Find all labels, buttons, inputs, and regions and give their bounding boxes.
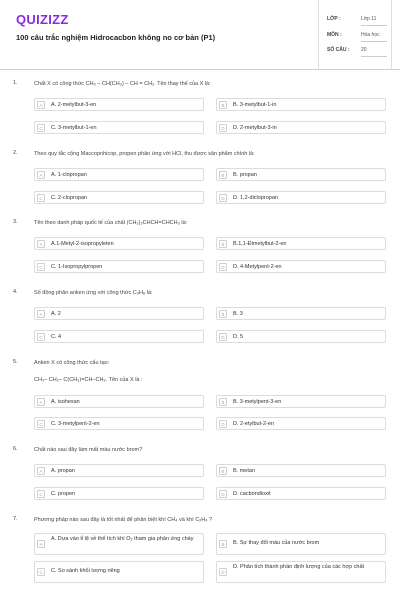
option-letter: C bbox=[37, 568, 45, 576]
option-letter: D bbox=[219, 568, 227, 576]
option-text: D. 5 bbox=[233, 334, 244, 340]
option-c[interactable] bbox=[34, 121, 204, 134]
option-a[interactable] bbox=[34, 395, 204, 408]
option-c[interactable] bbox=[34, 417, 204, 430]
option-text: D. Phân tích thành phần định lượng của các hợp chất bbox=[233, 564, 365, 570]
option-d[interactable] bbox=[216, 417, 386, 430]
option-letter: A bbox=[37, 240, 45, 248]
option-a[interactable] bbox=[34, 237, 204, 250]
option-b[interactable] bbox=[216, 168, 386, 181]
meta-label: LỚP : bbox=[327, 16, 341, 22]
option-text: A. isohexan bbox=[51, 399, 80, 405]
question-text: Số đồng phân anken ứng với công thức C₄H₈ là: bbox=[34, 290, 153, 296]
option-text: B. propan bbox=[233, 172, 257, 178]
option-a[interactable] bbox=[34, 464, 204, 477]
option-letter: A bbox=[37, 540, 45, 548]
question-number: 3. bbox=[13, 219, 18, 225]
question-number: 6. bbox=[13, 446, 18, 452]
option-letter: B bbox=[219, 467, 227, 475]
option-letter: A bbox=[37, 310, 45, 318]
option-letter: D bbox=[219, 420, 227, 428]
option-letter: D bbox=[219, 263, 227, 271]
question-text: Chất X có công thức CH₃ – CH(CH₃) – CH = CH₂. Tên thay thế của X là: bbox=[34, 81, 211, 87]
meta-value: Lớp 11 bbox=[361, 16, 387, 26]
question-number: 4. bbox=[13, 289, 18, 295]
option-d[interactable] bbox=[216, 260, 386, 273]
option-text: B. Sự thay đổi màu của nước brom bbox=[233, 540, 320, 546]
option-text: C. So sánh khối lượng riêng bbox=[51, 568, 120, 574]
option-d[interactable] bbox=[216, 330, 386, 343]
option-b[interactable] bbox=[216, 307, 386, 320]
option-text: D. 4-Metylpent-2-en bbox=[233, 264, 282, 270]
option-b[interactable] bbox=[216, 98, 386, 111]
option-b[interactable] bbox=[216, 464, 386, 477]
option-letter: C bbox=[37, 490, 45, 498]
option-a[interactable] bbox=[34, 98, 204, 111]
option-letter: A bbox=[37, 101, 45, 109]
option-text: C. 4 bbox=[51, 334, 62, 340]
option-text: C. 1-Isopropylpropen bbox=[51, 264, 103, 270]
option-d[interactable] bbox=[216, 561, 386, 583]
question-text: Tên theo danh pháp quốc tế của chất (CH₃)₂CHCH=CHCH₃ là: bbox=[34, 220, 188, 226]
option-letter: B bbox=[219, 540, 227, 548]
question-text: Anken X có công thức cấu tạo: bbox=[34, 360, 110, 366]
question-text: Chất nào sau đây làm mất màu nước brom? bbox=[34, 447, 143, 453]
question-number: 7. bbox=[13, 516, 18, 522]
option-text: A. 2-metylbut-3-en bbox=[51, 102, 97, 108]
question-text: Theo quy tắc cộng Maccopnhicop, propen phản ứng với HCl, thu được sản phẩm chính là: bbox=[34, 151, 255, 157]
option-b[interactable] bbox=[216, 237, 386, 250]
option-letter: A bbox=[37, 398, 45, 406]
option-letter: B bbox=[219, 240, 227, 248]
option-text: C. 2-clopropan bbox=[51, 195, 88, 201]
option-letter: C bbox=[37, 194, 45, 202]
option-text: A.1-Metyl-2-isopropyleten bbox=[51, 241, 114, 247]
quizizz-logo: QUIZIZZ bbox=[16, 12, 69, 27]
option-d[interactable] bbox=[216, 487, 386, 500]
option-b[interactable] bbox=[216, 533, 386, 555]
option-text: A. Dựa vào tỉ lệ về thể tích khí O₂ tham gia phản ứng cháy bbox=[51, 536, 194, 542]
option-text: C. 3-metylpent-2-en bbox=[51, 421, 100, 427]
option-letter: C bbox=[37, 333, 45, 341]
meta-label: SỐ CÂU : bbox=[327, 47, 350, 53]
question-number: 1. bbox=[13, 80, 18, 86]
option-letter: C bbox=[37, 124, 45, 132]
option-text: B.1,1-Đimetylbut-2-en bbox=[233, 241, 287, 247]
option-letter: B bbox=[219, 310, 227, 318]
option-d[interactable] bbox=[216, 191, 386, 204]
option-letter: B bbox=[219, 398, 227, 406]
option-letter: B bbox=[219, 171, 227, 179]
option-d[interactable] bbox=[216, 121, 386, 134]
question-number: 5. bbox=[13, 359, 18, 365]
option-text: D. 2-metylbut-3-in bbox=[233, 125, 277, 131]
option-letter: A bbox=[37, 467, 45, 475]
option-c[interactable] bbox=[34, 561, 204, 583]
option-a[interactable] bbox=[34, 168, 204, 181]
option-text: D. 2-etylbut-2-en bbox=[233, 421, 274, 427]
option-a[interactable] bbox=[34, 307, 204, 320]
option-letter: D bbox=[219, 124, 227, 132]
question-text: Phương pháp nào sau đây là tốt nhất để phân biệt khí CH₄ và khí C₂H₄ ? bbox=[34, 517, 213, 523]
option-text: A. 1-clopropan bbox=[51, 172, 87, 178]
option-text: A. 2 bbox=[51, 311, 61, 317]
option-text: C. propen bbox=[51, 491, 76, 497]
option-text: B. 3-metylpent-3-en bbox=[233, 399, 282, 405]
option-c[interactable] bbox=[34, 191, 204, 204]
option-letter: D bbox=[219, 194, 227, 202]
option-text: A. propan bbox=[51, 468, 75, 474]
option-text: D. cacbondioxit bbox=[233, 491, 271, 497]
worksheet-title: 100 câu trắc nghiệm Hidrocacbon không no cơ bản (P1) bbox=[16, 33, 216, 42]
option-c[interactable] bbox=[34, 487, 204, 500]
option-text: C. 3-metylbut-1-en bbox=[51, 125, 97, 131]
option-c[interactable] bbox=[34, 260, 204, 273]
option-letter: A bbox=[37, 171, 45, 179]
option-text: B. metan bbox=[233, 468, 256, 474]
option-text: B. 3 bbox=[233, 311, 243, 317]
option-letter: C bbox=[37, 263, 45, 271]
question-number: 2. bbox=[13, 150, 18, 156]
option-b[interactable] bbox=[216, 395, 386, 408]
option-c[interactable] bbox=[34, 330, 204, 343]
meta-value: Hóa học bbox=[361, 32, 387, 42]
option-a[interactable] bbox=[34, 533, 204, 555]
option-text: D. 1,2-diclopropan bbox=[233, 195, 278, 201]
worksheet-header bbox=[0, 0, 400, 70]
meta-label: MÔN : bbox=[327, 32, 342, 38]
option-letter: D bbox=[219, 333, 227, 341]
option-letter: D bbox=[219, 490, 227, 498]
option-letter: B bbox=[219, 101, 227, 109]
meta-panel bbox=[318, 0, 392, 70]
meta-value: 20 bbox=[361, 47, 387, 57]
option-letter: C bbox=[37, 420, 45, 428]
question-formula: CH₃– CH₂– C(CH₃)=CH–CH₃. Tên của X là : bbox=[34, 377, 143, 383]
option-text: B. 3-metylbut-1-in bbox=[233, 102, 277, 108]
